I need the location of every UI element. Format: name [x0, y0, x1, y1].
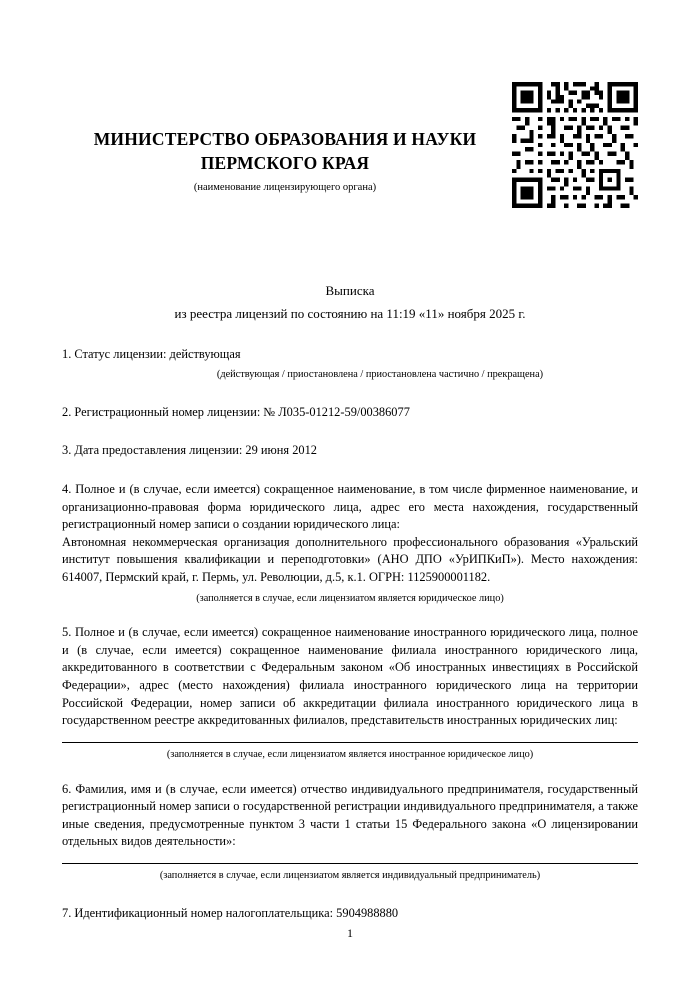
section-registration-number-text: 2. Регистрационный номер лицензии: № Л035-01212-59/00386077	[62, 404, 410, 419]
section-registration-number	[62, 404, 638, 422]
section-status-note: (действующая / приостановлена / приостановлена частично / прекращена)	[216, 369, 544, 381]
section-foreign-entity	[62, 624, 638, 762]
section-individual-entrepreneur-rule	[62, 863, 638, 864]
section-individual-entrepreneur-text: 6. Фамилия, имя и (в случае, если имеется) отчество индивидуального предпринимателя, государственный регистрационный номер записи о государственной регистрации индивидуального предпринимателя, а также иные сведения, предусмотренные пунктом 3 части 1 статьи 15 Федерального закона «О лицензировании отдельных видов деятельности»:	[62, 781, 638, 849]
section-legal-entity-text: 4. Полное и (в случае, если имеется) сокращенное наименование, в том числе фирменное наименование, и организационно-правовая форма юридического лица, адрес его места нахождения, государственный регистрационный номер записи о создании юридического лица:	[62, 481, 638, 532]
header-subtitle: (наименование лицензирующего органа)	[193, 182, 377, 194]
section-individual-entrepreneur	[62, 781, 638, 884]
document-subtitle: из реестра лицензий по состоянию на 11:19 «11» ноября 2025 г.	[174, 306, 526, 322]
page-number: 1	[347, 926, 353, 940]
section-legal-entity	[62, 481, 638, 606]
document-title: Выписка	[325, 283, 375, 299]
qr-code	[512, 82, 638, 208]
section-legal-entity-note: (заполняется в случае, если лицензиатом является юридическое лицо)	[196, 592, 504, 604]
section-individual-entrepreneur-note: (заполняется в случае, если лицензиатом является индивидуальный предприниматель)	[159, 869, 541, 881]
section-foreign-entity-note: (заполняется в случае, если лицензиатом является иностранное юридическое лицо)	[166, 748, 534, 760]
section-taxpayer-id-text: 7. Идентификационный номер налогоплательщика: 5904988880	[62, 905, 399, 920]
document-title-block	[62, 281, 638, 324]
section-issue-date-text: 3. Дата предоставления лицензии: 29 июня 2012	[62, 443, 318, 458]
section-issue-date	[62, 442, 638, 460]
section-status	[62, 346, 638, 383]
section-status-text: 1. Статус лицензии: действующая	[62, 346, 241, 361]
page-title: МИНИСТЕРСТВО ОБРАЗОВАНИЯ И НАУКИ ПЕРМСКОГО КРАЯ	[93, 129, 477, 173]
section-foreign-entity-text: 5. Полное и (в случае, если имеется) сокращенное наименование иностранного юридического лица, полное и (в случае, если имеется) сокращенное наименование филиала иностранного юридического лица, аккредитованного в соответствии с Федеральным законом «Об иностранных инвестициях в Российской Федерации», адрес (место нахождения) филиала иностранного юридического лица на территории Российской Федерации, номер записи об аккредитации филиала иностранного юридического лица в государственном реестре аккредитованных филиалов, представительств иностранных юридических лиц:	[62, 625, 638, 728]
section-taxpayer-id	[62, 905, 638, 923]
section-legal-entity-value: Автономная некоммерческая организация дополнительного профессионального образования «Уральский институт повышения квалификации и переподготовки» (АНО ДПО «УрИПКиП»). Место нахождения: 614007, Пермский край, г. Пермь, ул. Революции, д.5, к.1. ОГРН: 1125900001182.	[62, 534, 638, 585]
section-foreign-entity-rule	[62, 742, 638, 743]
